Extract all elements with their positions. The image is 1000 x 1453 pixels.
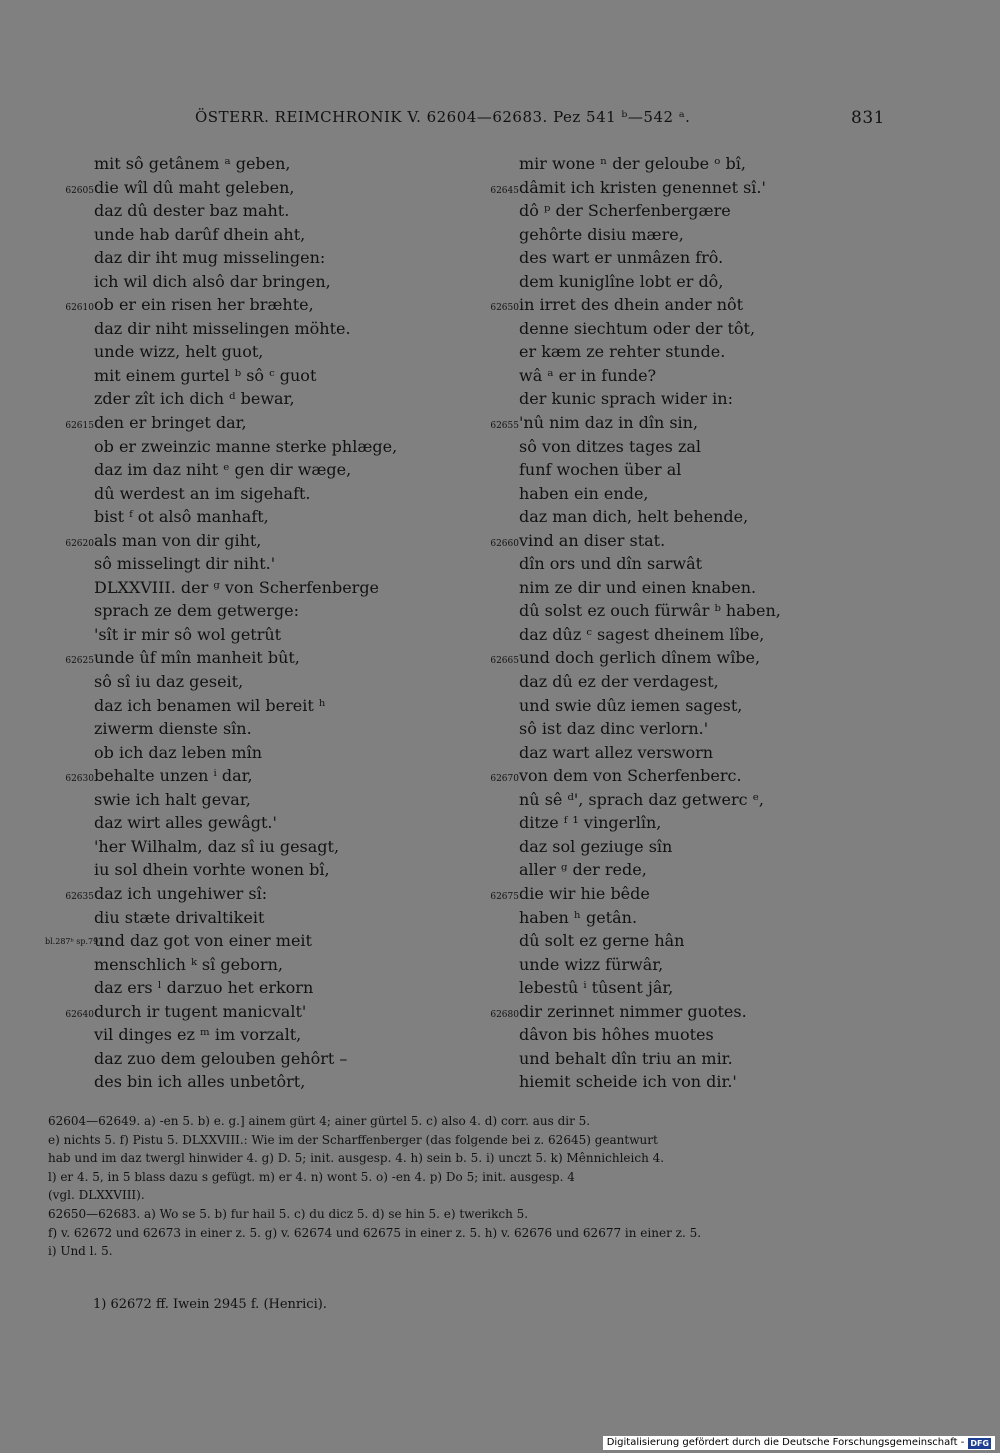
verse-line [45, 623, 440, 647]
verse-text: ob er ein risen her bræhte, [94, 295, 314, 315]
verse-line [45, 835, 440, 859]
verse-text: bist ᶠ ot alsô manhaft, [94, 507, 269, 527]
verse-text: der kunic sprach wider in: [519, 389, 733, 409]
verse-text: dâmit ich kristen genennet sî.' [519, 177, 766, 197]
verse-text: vil dinges ez ᵐ im vorzalt, [94, 1025, 302, 1045]
verse-line [470, 717, 870, 741]
verse-text: daz dû dester baz maht. [94, 201, 290, 221]
verse-text: und swie dûz iemen sagest, [519, 695, 743, 715]
apparatus-line: i) Und l. 5. [48, 1244, 113, 1259]
running-header [195, 108, 885, 132]
page-number: 831 [851, 108, 885, 128]
verse-text: 'nû nim daz in dîn sin, [519, 413, 699, 433]
verse-text: als man von dir giht, [94, 530, 262, 550]
verse-line [45, 953, 440, 977]
verse-line [470, 529, 870, 553]
verse-line [470, 1047, 870, 1071]
verse-text: daz zuo dem gelouben gehôrt – [94, 1048, 348, 1068]
line-number: 62620 [65, 538, 94, 549]
line-number: 62635 [65, 891, 94, 902]
verse-line [45, 670, 440, 694]
verse-text: den er bringet dar, [94, 413, 247, 433]
verse-text: ob ich daz leben mîn [94, 742, 263, 762]
verse-line [45, 411, 440, 435]
verse-text: daz dûz ᶜ sagest dheinem lîbe, [519, 624, 765, 644]
verse-text: und doch gerlich dînem wîbe, [519, 648, 761, 668]
line-number: 62670 [490, 774, 519, 785]
verse-line [45, 223, 440, 247]
verse-line [470, 764, 870, 788]
verse-text: er kæm ze rehter stunde. [519, 342, 726, 362]
header-title: ÖSTERR. REIMCHRONIK V. 62604—62683. Pez 541 ᵇ—542 ᵃ. [195, 108, 691, 126]
dfg-logo: DFG [970, 1438, 989, 1448]
verse-text: dû werdest an im sigehaft. [94, 483, 311, 503]
line-number: 62625 [65, 656, 94, 667]
verse-text: ziwerm dienste sîn. [94, 719, 252, 739]
verse-text: denne siechtum oder der tôt, [519, 318, 756, 338]
verse-text: aller ᵍ der rede, [519, 860, 647, 880]
verse-text: nim ze dir und einen knaben. [519, 577, 757, 597]
line-number: 62665 [490, 656, 519, 667]
verse-line [45, 694, 440, 718]
verse-line [470, 246, 870, 270]
verse-line [45, 152, 440, 176]
verse-line [470, 1023, 870, 1047]
verse-text: haben ein ende, [519, 483, 649, 503]
verse-line [470, 223, 870, 247]
verse-text: mit sô getânem ᵃ geben, [94, 154, 291, 173]
verse-text: in irret des dhein ander nôt [519, 295, 744, 315]
verse-text: behalte unzen ⁱ dar, [94, 766, 253, 786]
verse-line [470, 953, 870, 977]
verse-line [45, 246, 440, 270]
verse-line [470, 199, 870, 223]
verse-text: ditze ᶠ ¹ vingerlîn, [519, 813, 662, 833]
verse-text: sô von ditzes tages zal [519, 436, 702, 456]
verse-line [470, 906, 870, 930]
verse-line [45, 906, 440, 930]
line-number: 62645 [490, 185, 519, 196]
verse-line [470, 411, 870, 435]
verse-line [45, 340, 440, 364]
apparatus-line: e) nichts 5. f) Pistu 5. DLXXVIII.: Wie im der Scharffenberger (das folgende bei z. 62645) geantwurt [48, 1132, 658, 1147]
verse-text: lebestû ⁱ tûsent jâr, [519, 978, 674, 998]
verse-text: daz man dich, helt behende, [519, 507, 749, 527]
verse-text: swie ich halt gevar, [94, 789, 251, 809]
verse-line [470, 1000, 870, 1024]
verse-line [45, 764, 440, 788]
verse-line [45, 576, 440, 600]
verse-text: unde ûf mîn manheit bût, [94, 648, 300, 668]
verse-text: unde wizz fürwâr, [519, 954, 664, 974]
verse-text: daz ich benamen wil bereit ʰ [94, 695, 326, 715]
verse-text: daz dir niht misselingen möhte. [94, 318, 351, 338]
verse-text: mir wone ⁿ der geloube ᵒ bî, [519, 154, 746, 173]
verse-text: menschlich ᵏ sî geborn, [94, 954, 283, 974]
verse-text: dû solt ez gerne hân [519, 931, 685, 951]
verse-line [45, 599, 440, 623]
line-number: 62660 [490, 538, 519, 549]
verse-text: sô sî iu daz geseit, [94, 672, 244, 692]
verse-line [45, 199, 440, 223]
left-verse-column [45, 152, 440, 1094]
verse-text: und behalt dîn triu an mir. [519, 1048, 733, 1068]
verse-line [45, 529, 440, 553]
verse-line [470, 623, 870, 647]
verse-line [470, 293, 870, 317]
verse-text: des wart er unmâzen frô. [519, 248, 724, 268]
verse-line [45, 741, 440, 765]
verse-text: wâ ᵃ er in funde? [519, 365, 657, 385]
verse-text: sprach ze dem getwerge: [94, 601, 299, 621]
verse-line [470, 929, 870, 953]
verse-line [45, 176, 440, 200]
verse-line [470, 811, 870, 835]
verse-line [45, 858, 440, 882]
verse-text: hiemit scheide ich von dir.' [519, 1072, 737, 1092]
verse-text: mit einem gurtel ᵇ sô ᶜ guot [94, 365, 317, 385]
verse-text: nû sê ᵈ', sprach daz getwerc ᵉ, [519, 789, 764, 809]
verse-text: sô ist daz dinc verlorn.' [519, 719, 709, 739]
apparatus-line: l) er 4. 5, in 5 blass dazu s gefügt. m) er 4. n) wont 5. o) -en 4. p) Do 5; init. ausgesp. 4 [48, 1169, 575, 1184]
verse-line [45, 1070, 440, 1094]
verse-text: vind an diser stat. [519, 530, 666, 550]
verse-line [470, 364, 870, 388]
verse-line [470, 1070, 870, 1094]
verse-line [45, 552, 440, 576]
verse-text: iu sol dhein vorhte wonen bî, [94, 860, 330, 880]
verse-line [45, 882, 440, 906]
line-number: 62640 [65, 1009, 94, 1020]
line-number: 62680 [490, 1009, 519, 1020]
verse-text: daz ich ungehiwer sî: [94, 883, 268, 903]
line-number: 62605 [65, 185, 94, 196]
dfg-credit-banner [603, 1436, 995, 1450]
verse-text: ich wil dich alsô dar bringen, [94, 271, 331, 291]
verse-line [470, 741, 870, 765]
line-number: 62630 [65, 774, 94, 785]
verse-line [470, 176, 870, 200]
verse-text: ob er zweinzic manne sterke phlæge, [94, 436, 398, 456]
verse-line [470, 387, 870, 411]
verse-text: unde wizz, helt guot, [94, 342, 264, 362]
verse-text: daz wart allez versworn [519, 742, 714, 762]
verse-line [45, 293, 440, 317]
apparatus-line: 62604—62649. a) -en 5. b) e. g.] ainem gürt 4; ainer gürtel 5. c) also 4. d) corr. aus dir 5. [48, 1114, 591, 1128]
footnote: 1) 62672 ff. Iwein 2945 f. (Henrici). [93, 1297, 327, 1312]
verse-text: 'her Wilhalm, daz sî iu gesagt, [94, 836, 340, 856]
verse-line [470, 646, 870, 670]
verse-text: sô misselingt dir niht.' [94, 554, 276, 574]
verse-line [45, 387, 440, 411]
verse-line [45, 270, 440, 294]
verse-text: funf wochen über al [519, 460, 682, 480]
verse-text: daz im daz niht ᵉ gen dir wæge, [94, 460, 352, 480]
line-number: 62615 [65, 421, 94, 432]
verse-text: daz dir iht mug misselingen: [94, 248, 326, 268]
verse-line [470, 505, 870, 529]
apparatus-line: f) v. 62672 und 62673 in einer z. 5. g) v. 62674 und 62675 in einer z. 5. h) v. 62676 und 62677 in einer z. 5. [48, 1225, 702, 1240]
verse-line [45, 929, 440, 953]
verse-text: dû solst ez ouch fürwâr ᵇ haben, [519, 601, 781, 621]
verse-text: dô ᵖ der Scherfenbergære [519, 201, 731, 221]
verse-line [45, 976, 440, 1000]
verse-line [470, 435, 870, 459]
verse-text: dîn ors und dîn sarwât [519, 554, 703, 574]
right-verse-column [470, 152, 870, 1094]
verse-line [470, 458, 870, 482]
verse-line [45, 482, 440, 506]
verse-line [45, 1023, 440, 1047]
verse-line [470, 858, 870, 882]
verse-text: die wîl dû maht geleben, [94, 177, 295, 197]
verse-line [470, 576, 870, 600]
line-number: 62610 [65, 303, 94, 314]
verse-text: 'sît ir mir sô wol getrût [94, 624, 282, 644]
line-number: 62655 [490, 421, 519, 432]
verse-line [470, 599, 870, 623]
verse-line [45, 788, 440, 812]
line-number: 62650 [490, 303, 519, 314]
verse-text: dâvon bis hôhes muotes [519, 1025, 714, 1045]
verse-text: gehôrte disiu mære, [519, 224, 684, 244]
verse-line [470, 788, 870, 812]
verse-line [470, 317, 870, 341]
line-number: 62675 [490, 891, 519, 902]
verse-line [45, 317, 440, 341]
verse-line [470, 976, 870, 1000]
verse-line [45, 646, 440, 670]
verse-line [470, 670, 870, 694]
apparatus-line: (vgl. DLXXVIII). [48, 1188, 145, 1203]
verse-line [45, 717, 440, 741]
verse-text: daz sol geziuge sîn [519, 836, 673, 856]
line-number: bl.287ᵇ sp.797 [45, 936, 104, 946]
verse-text: diu stæte drivaltikeit [94, 907, 265, 927]
verse-text: durch ir tugent manicvalt' [94, 1001, 307, 1021]
verse-text: daz dû ez der verdagest, [519, 672, 719, 692]
verse-line [45, 1047, 440, 1071]
apparatus-line: 62650—62683. a) Wo se 5. b) fur hail 5. c) du dicz 5. d) se hin 5. e) twerikch 5. [48, 1206, 529, 1221]
verse-line [470, 340, 870, 364]
verse-text: des bin ich alles unbetôrt, [94, 1072, 306, 1092]
verse-text: haben ʰ getân. [519, 907, 638, 927]
verse-text: und daz got von einer meit [94, 931, 312, 951]
verse-text: dir zerinnet nimmer guotes. [519, 1001, 747, 1021]
verse-text: zder zît ich dich ᵈ bewar, [94, 389, 295, 409]
verse-line [45, 1000, 440, 1024]
credit-text: Digitalisierung gefördert durch die Deutsche Forschungsgemeinschaft - [606, 1437, 965, 1448]
verse-line [470, 882, 870, 906]
verse-line [470, 482, 870, 506]
verse-line [470, 270, 870, 294]
verse-text: von dem von Scherfenberc. [519, 766, 742, 786]
verse-line [470, 835, 870, 859]
critical-apparatus [48, 1112, 874, 1261]
verse-text: daz ers ˡ darzuo het erkorn [94, 978, 314, 998]
verse-text: dem kuniglîne lobt er dô, [519, 271, 724, 291]
verse-line [470, 694, 870, 718]
verse-line [470, 152, 870, 176]
verse-line [45, 458, 440, 482]
verse-text: unde hab darûf dhein aht, [94, 224, 306, 244]
apparatus-line: hab und im daz twergl hinwider 4. g) D. 5; init. ausgesp. 4. h) sein b. 5. i) unczt 5. k) Mênnichleich 4. [48, 1151, 665, 1166]
verse-line [45, 435, 440, 459]
verse-line [470, 552, 870, 576]
verse-text: die wir hie bêde [519, 883, 650, 903]
verse-line [45, 505, 440, 529]
verse-text: daz wirt alles gewâgt.' [94, 813, 277, 833]
verse-text: DLXXVIII. der ᵍ von Scherfenberge [94, 577, 380, 597]
verse-line [45, 811, 440, 835]
verse-line [45, 364, 440, 388]
